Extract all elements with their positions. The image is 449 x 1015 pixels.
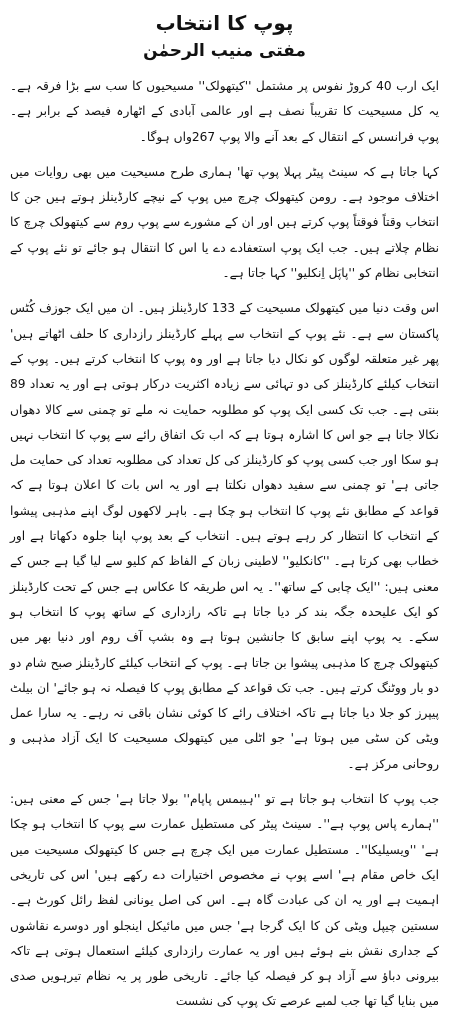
article-paragraph: جب پوپ کا انتخاب ہو جاتا ہے تو ''ہیبمس پاپام'' بولا جاتا ہے' جس کے معنی ہیں: ''ہمارے پاس پوپ ہے''۔ سینٹ پیٹر کی مستطیل عمارت سے پوپ کا انتخاب ہو چکا ہے' ''ویسیلیکا''۔ مستطیل عمارت میں ایک چرچ ہے جس کا کیتھولک مسیحیت میں ایک خاص مقام ہے' اسے پوپ نے مخصوص اختیارات دے رکھے ہیں' اس کی تاریخی اہمیت ہے اور یہ ان کی عبادت گاہ ہے۔ اس کی اصل یونانی لفظ رائل کورٹ ہے۔ سستین چیپل ویٹی کن کا ایک گرجا ہے' جس میں مائیکل اینجلو اور دوسرے نقاشوں کے جداری نقش بنے ہوئے ہیں اور یہ عمارت رازداری کیلئے استعمال ہوتی ہے تاکہ بیرونی دباؤ سے آزاد ہو کر فیصلہ کیا جائے۔ تاریخی طور پر یہ نظام تیرہویں صدی میں بنایا گیا تھا جب لمبے عرصے تک پوپ کی نشست [10,792,439,1009]
article-paragraph: اس وقت دنیا میں کیتھولک مسیحیت کے 133 کارڈینلز ہیں۔ ان میں ایک جوزف کُٹس پاکستان سے ہے۔ نئے پوپ کے انتخاب سے پہلے کارڈینلز رازداری کا حلف اٹھاتے ہیں' پھر غیر متعلقہ لوگوں کو نکال دیا جاتا ہے اور وہ پوپ کا انتخاب کرتے ہیں۔ پوپ کے انتخاب کیلئے کارڈینلز کی دو تہائی سے زیادہ اکثریت درکار ہوتی ہے اور یہ تعداد 89 بنتی ہے۔ جب تک کسی ایک پوپ کو مطلوبہ حمایت نہ ملے تو چمنی سے کالا دھواں نکالا جاتا ہے جو اس کا اشارہ ہوتا ہے کہ اب تک اتفاق رائے سے پوپ کا انتخاب نہیں ہو سکا اور جب کسی پوپ کو کارڈینلز کی کل تعداد کی مطلوبہ تعداد کی حمایت مل جاتی ہے' تو چمنی سے سفید دھواں نکلتا ہے اور یہ اس بات کا اعلان ہوتا ہے کہ قواعد کے مطابق نئے پوپ کا انتخاب ہو چکا ہے۔ باہر لاکھوں لوگ اپنے مذہبی پیشوا کے انتخاب کا انتظار کر رہے ہوتے ہیں۔ انتخاب کے بعد پوپ اپنا جلوہ دکھاتا ہے اور خطاب بھی کرتا ہے۔ ''کانکلیو'' لاطینی زبان کے الفاظ کم کلیو سے لیا گیا ہے جس کے معنی ہیں: ''ایک چابی کے ساتھ''۔ یہ اس طریقہ کا عکاس ہے جس کے تحت کارڈینلز کو ایک علیحدہ جگہ بند کر دیا جاتا ہے تاکہ رازداری کے ساتھ پوپ کا انتخاب ہو سکے۔ یہ پوپ اپنے سابق کا جانشین ہوتا ہے وہ بشپ آف روم اور دنیا بھر میں کیتھولک چرچ کا مذہبی پیشوا بن جاتا ہے۔ پوپ کے انتخاب کیلئے کارڈینلز صبح شام دو دو بار ووٹنگ کرتے ہیں۔ جب تک قواعد کے مطابق پوپ کا فیصلہ نہ ہو جائے' ان بیلٹ پیپرز کو جلا دیا جاتا ہے تاکہ اختلاف رائے کا کوئی نشان باقی نہ رہے۔ یہ سارا عمل ویٹی کن سٹی میں ہوتا ہے' جو اٹلی میں کیتھولک مسیحیت کا ایک آزاد مذہبی و روحانی مرکز ہے۔ [10,301,440,771]
article-byline: مفتی منیب الرحمٰن [143,41,306,61]
article-body [10,74,439,1015]
article-title: پوپ کا انتخاب [155,11,294,35]
article-paragraph: ایک ارب 40 کروڑ نفوس پر مشتمل ''کیتھولک'' مسیحیوں کا سب سے بڑا فرقہ ہے۔ یہ کل مسیحیت کا تقریباً نصف ہے اور عالمی آبادی کے اٹھارہ فیصد کے برابر ہے۔ پوپ فرانسس کے انتقال کے بعد آنے والا پوپ 267واں ہوگا۔ [10,79,439,144]
article-paragraph: کہا جاتا ہے کہ سینٹ پیٹر پہلا پوپ تھا' ہماری طرح مسیحیت میں بھی روایات میں اختلاف موجود ہے۔ رومن کیتھولک چرچ میں پوپ کے نیچے کارڈینلز ہوتے ہیں جن کا انتخاب وقتاً فوقتاً پوپ کرتے ہیں اور ان کے مشورے سے پوپ روم سے کیتھولک چرچ کا نظام چلاتے ہیں۔ جب ایک پوپ استعفادے دے یا اس کا انتقال ہو جائے تو نئے پوپ کے انتخابی نظام کو ''پاپَل اِنکلیو'' کہا جاتا ہے۔ [10,164,439,281]
